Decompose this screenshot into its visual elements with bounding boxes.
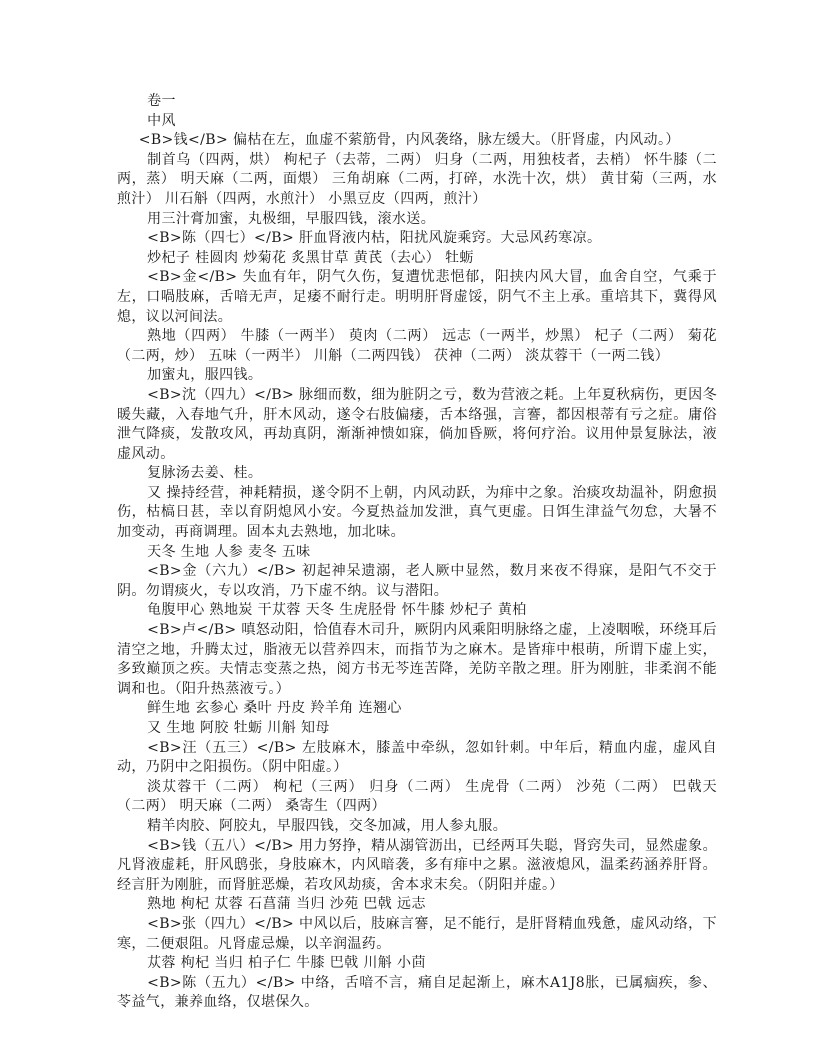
prescription-paragraph: 熟地 枸杞 苁蓉 石菖蒲 当归 沙苑 巴戟 远志: [147, 896, 426, 913]
instruction-paragraph: 加蜜丸，服四钱。: [147, 367, 263, 384]
case-paragraph: <B>钱（五八）</B> 用力努挣，精从溺管沥出，已经两耳失聪，肾窍失司，显然虚象。凡肾液虚耗，肝风鸱张，身肢麻木，内风暗袭，多有痱中之累。滋液熄风，温柔药涵养肝肾。经言肝为刚脏，而肾脏恶燥，若攻风劫痰，舍本求末矣。（阴阳并虚。）: [117, 837, 717, 893]
document-page: [117, 92, 717, 1013]
case-paragraph: <B>张（四九）</B> 中风以后，肢麻言謇，足不能行，是肝肾精血残惫，虚风动络，下寒，二便艰阻。凡肾虚忌燥，以辛润温药。: [117, 915, 717, 952]
case-paragraph: <B>汪（五三）</B> 左肢麻木，膝盖中牵纵，忽如针刺。中年后，精血内虚，虚风自动，乃阴中之阳损伤。（阴中阳虚。）: [117, 739, 717, 776]
instruction-paragraph: 精羊肉胶、阿胶丸，早服四钱，交冬加减，用人参丸服。: [147, 817, 508, 834]
prescription-paragraph: 炒杞子 桂圆肉 炒菊花 炙黑甘草 黄芪（去心） 牡蛎: [147, 249, 474, 266]
volume-heading: 卷一: [147, 93, 176, 109]
prescription-paragraph: 天冬 生地 人参 麦冬 五味: [147, 543, 311, 560]
case-paragraph: <B>陈（四七）</B> 肝血肾液内枯，阳扰风旋乘窍。大忌风药寒凉。: [147, 230, 602, 247]
prescription-paragraph: 鲜生地 玄参心 桑叶 丹皮 羚羊角 连翘心: [147, 700, 402, 717]
prescription-paragraph: 淡苁蓉干（二两） 枸杞（三两） 归身（二两） 生虎骨（二两） 沙苑（二两） 巴戟天（二两） 明天麻（二两） 桑寄生（四两）: [117, 778, 717, 815]
prescription-paragraph: 熟地（四两） 牛膝（一两半） 萸肉（二两） 远志（一两半，炒黑） 杞子（二两） 菊花（二两，炒） 五味（一两半） 川斛（二两四钱） 茯神（二两） 淡苁蓉干（一两二钱）: [117, 328, 717, 364]
case-paragraph: <B>卢</B> 嗔怒动阳，恰值春木司升，厥阴内风乘阳明脉络之虚，上凌咽喉，环绕耳后清空之地，升腾太过，脂液无以营养四末，而指节为之麻木。是皆痱中根萌，所谓下虚上实，多致巅顶之疾。夫情志变蒸之热，阅方书无芩连苦降，羌防辛散之理。肝为刚脏，非柔润不能调和也。（阳升热蒸液亏。）: [117, 622, 717, 697]
case-paragraph: <B>钱</B> 偏枯在左，血虚不萦筋骨，内风袭络，脉左缓大。（肝肾虚，内风动。）: [138, 132, 680, 149]
instruction-paragraph: 复脉汤去姜、桂。: [147, 465, 263, 482]
case-paragraph: <B>陈（五九）</B> 中络，舌喑不言，痛自足起渐上，麻木A1J8胀，已属痼疾，参、苓益气，兼养血络，仅堪保久。: [117, 974, 717, 1011]
case-paragraph: <B>沈（四九）</B> 脉细而数，细为脏阴之亏，数为营液之耗。上年夏秋病伤，更因冬暖失藏，入春地气升，肝木风动，遂令右肢偏痿，舌本络强，言謇，都因根蒂有亏之症。庸俗泄气降痰，发散攻风，再劫真阴，渐渐神愦如寐，倘加昏厥，将何疗治。议用仲景复脉法，液虚风动。: [117, 386, 717, 462]
instruction-paragraph: 用三汁膏加蜜，丸极细，早服四钱，滚水送。: [147, 210, 436, 227]
prescription-paragraph: 又 生地 阿胶 牡蛎 川斛 知母: [147, 720, 330, 736]
case-paragraph: 又 操持经营，神耗精损，遂令阴不上朝，内风动跃，为痱中之象。治痰攻劫温补，阴愈损伤，枯槁日甚，幸以育阴熄风小安。今夏热益加发泄，真气更虚。日饵生津益气勿怠，大暑不加变动，再商调理。固本丸去熟地，加北味。: [117, 484, 717, 541]
section-heading: 中风: [147, 112, 176, 129]
case-paragraph: <B>金（六九）</B> 初起神呆遗溺，老人厥中显然，数月来夜不得寐，是阳气不交于阴。勿谓痰火，专以攻消，乃下虚不纳。议与潜阳。: [117, 563, 717, 599]
prescription-paragraph: 龟腹甲心 熟地炭 干苁蓉 天冬 生虎胫骨 怀牛膝 炒杞子 黄柏: [147, 602, 527, 619]
prescription-paragraph: 制首乌（四两，烘） 枸杞子（去蒂，二两） 归身（二两，用独枝者，去梢） 怀牛膝（二两，蒸） 明天麻（二两，面煨） 三角胡麻（二两，打碎，水洗十次，烘） 黄甘菊（三两，水煎汁） 川石斛（四两，水煎汁） 小黑豆皮（四两，煎汁）: [117, 151, 717, 207]
case-paragraph: <B>金</B> 失血有年，阴气久伤，复遭忧悲悒郁，阳挟内风大冒，血舍自空，气乘于左，口喎肢麻，舌喑无声，足痿不耐行走。明明肝肾虚馁，阴气不主上承。重培其下，冀得风熄，议以河间法。: [117, 269, 717, 325]
prescription-paragraph: 苁蓉 枸杞 当归 柏子仁 牛膝 巴戟 川斛 小茴: [147, 955, 426, 972]
